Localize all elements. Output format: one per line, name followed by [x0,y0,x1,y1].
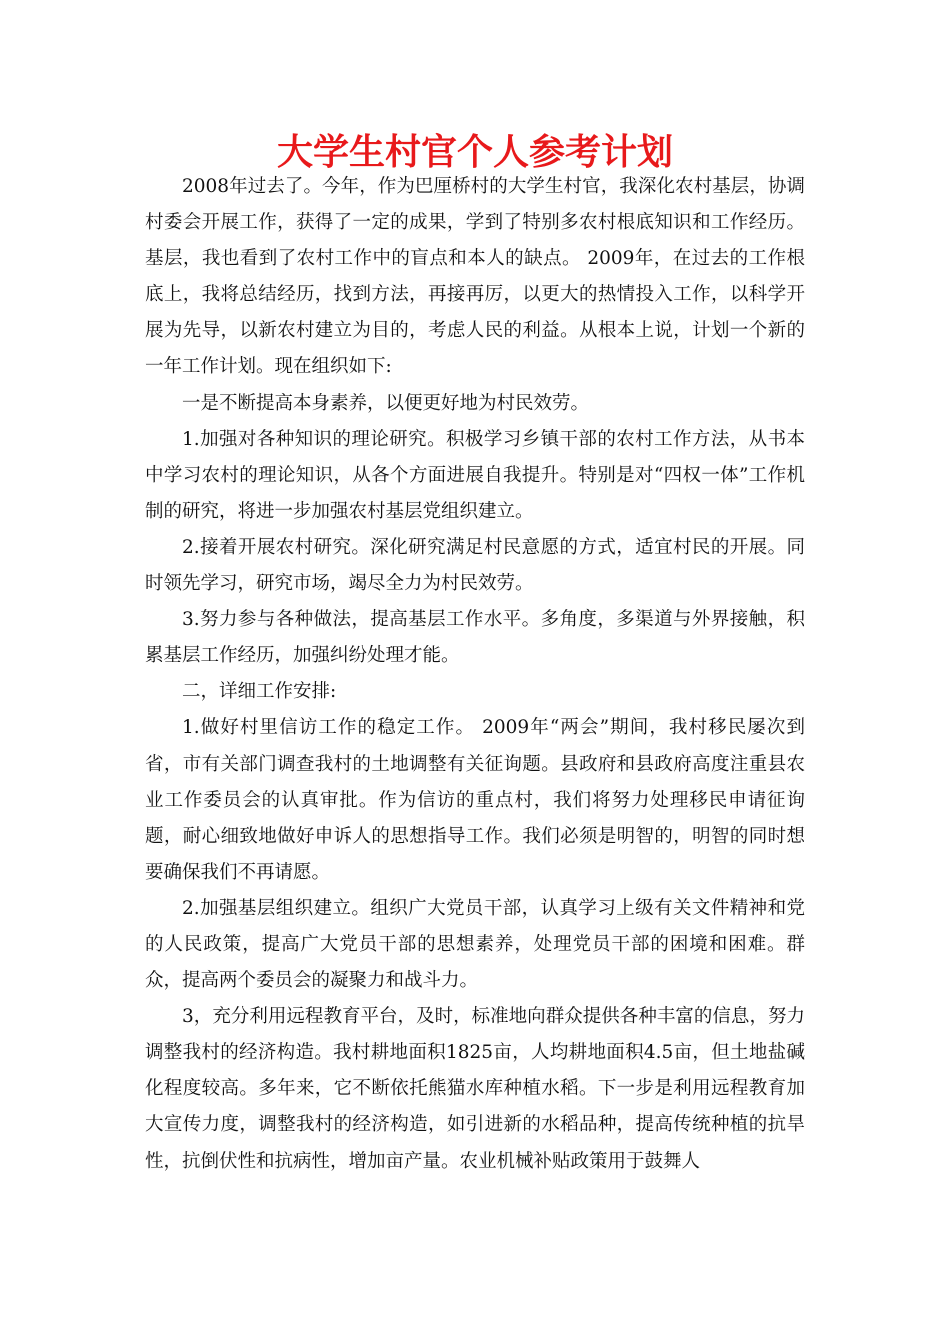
paragraph-item-2-3: 3，充分利用远程教育平台，及时，标准地向群众提供各种丰富的信息，努力调整我村的经济构造。我村耕地面积1825亩，人均耕地面积4.5亩，但土地盐碱化程度较高。多年来，它不断依托熊猫水库种植水稻。下一步是利用远程教育加大宣传力度，调整我村的经济构造，如引进新的水稻品种，提高传统种植的抗旱性，抗倒伏性和抗病性，增加亩产量。农业机械补贴政策用于鼓舞人 [145,1006,805,1172]
document-body [145,169,805,1180]
document-title: 大学生村官个人参考计划 [276,131,673,173]
paragraph-item-1-1: 1.加强对各种知识的理论研究。积极学习乡镇干部的农村工作方法，从书本中学习农村的理论知识，从各个方面进展自我提升。特别是对“四权一体”工作机制的研究，将进一步加强农村基层党组织建立。 [145,428,805,522]
paragraph-item-1-3: 3.努力参与各种做法，提高基层工作水平。多角度，多渠道与外界接触，积累基层工作经历，加强纠纷处理才能。 [145,609,805,667]
paragraph-intro: 2008年过去了。今年，作为巴厘桥村的大学生村官，我深化农村基层，协调村委会开展工作，获得了一定的成果，学到了特别多农村根底知识和工作经历。基层，我也看到了农村工作中的盲点和本人的缺点。 2009年，在过去的工作根底上，我将总结经历，找到方法，再接再厉，以更大的热情投入工作，以科学开展为先导，以新农村建立为目的，考虑人民的利益。从根本上说，计划一个新的一年工作计划。现在组织如下: [145,176,805,378]
paragraph-item-2-2: 2.加强基层组织建立。组织广大党员干部，认真学习上级有关文件精神和党的人民政策，提高广大党员干部的思想素养，处理党员干部的困境和困难。群众，提高两个委员会的凝聚力和战斗力。 [145,897,805,992]
paragraph-item-2-1: 1.做好村里信访工作的稳定工作。 2009年“两会”期间，我村移民屡次到省，市有关部门调查我村的土地调整有关征询题。县政府和县政府高度注重县农业工作委员会的认真审批。作为信访的重点村，我们将努力处理移民申请征询题，耐心细致地做好申诉人的思想指导工作。我们必须是明智的，明智的同时想要确保我们不再请愿。 [145,717,805,883]
paragraph-item-1-2: 2.接着开展农村研究。深化研究满足村民意愿的方式，适宜村民的开展。同时领先学习，研究市场，竭尽全力为村民效劳。 [145,536,805,595]
paragraph-section-two-heading: 二，详细工作安排: [182,681,337,703]
paragraph-section-one-heading: 一是不断提高本身素养，以便更好地为村民效劳。 [182,392,590,414]
